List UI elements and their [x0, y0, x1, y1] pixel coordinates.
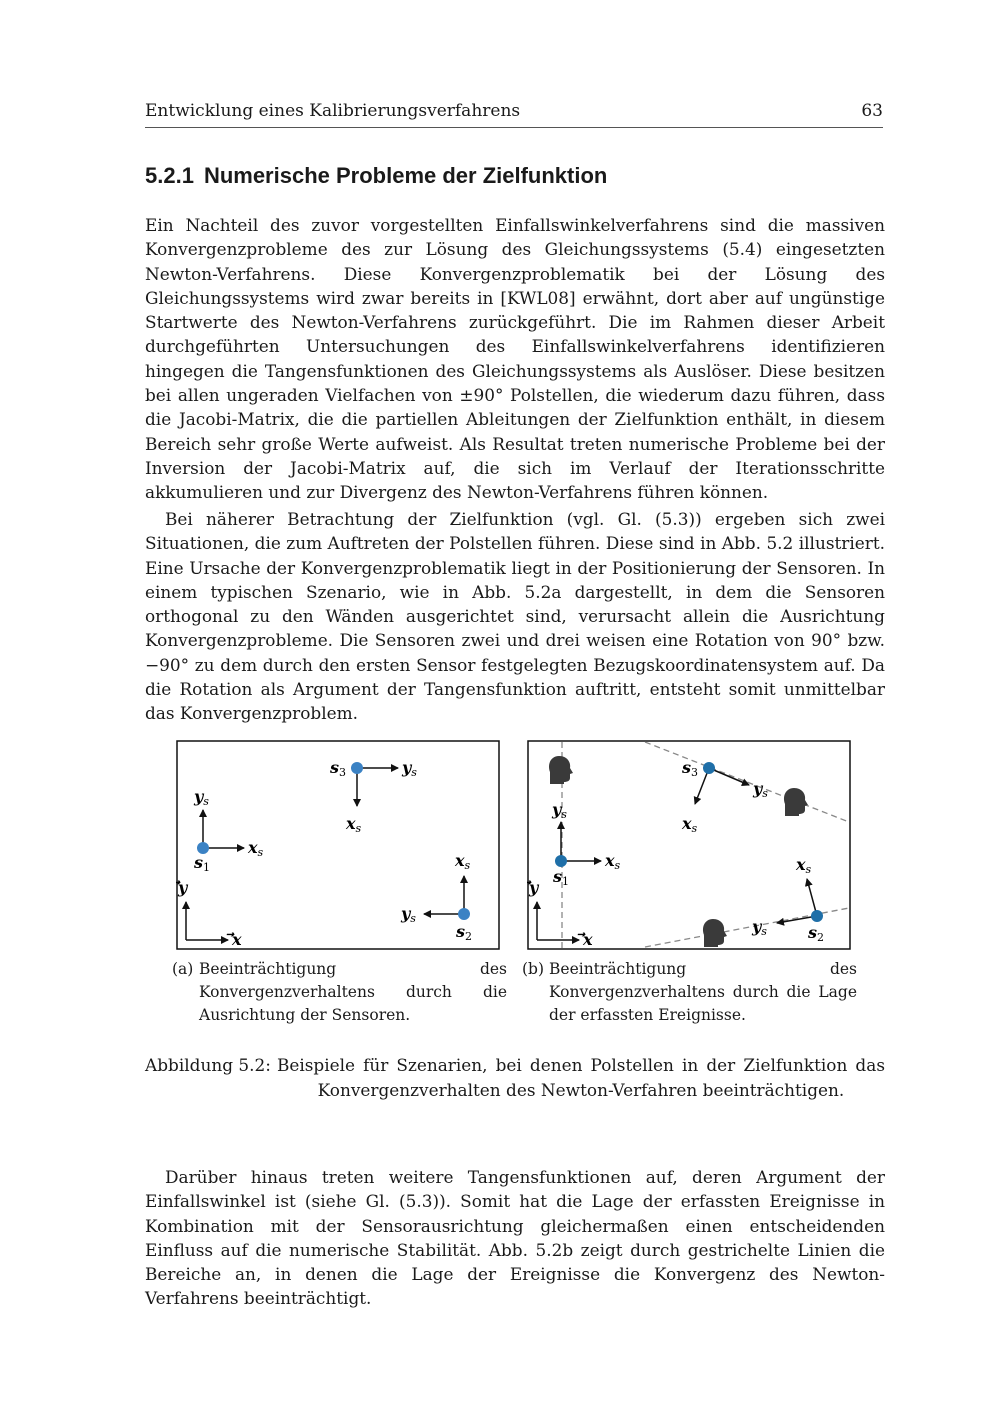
subfigure-label-b: (b) [522, 960, 545, 978]
sensor-1-xs-label: xs [605, 851, 621, 872]
panel-a-diagram [176, 740, 500, 951]
subfigure-caption-b [522, 958, 857, 1027]
subfigure-caption-a [172, 958, 507, 1027]
page-number: 63 [861, 101, 883, 121]
sensor-3-xs-label: xs [682, 814, 698, 835]
figure-caption [145, 1053, 885, 1102]
sensor-2-label: s2 [456, 922, 473, 943]
sensor-3-dot [351, 762, 363, 774]
panel-b-diagram [527, 740, 853, 951]
subfigure-text-b: Beeinträchtigung des Konvergenzverhaltens durch die Lage der erfassten Ereignisse. [549, 960, 857, 1024]
figure-label: Abbildung 5.2: [145, 1055, 271, 1075]
section-number: 5.2.1 [145, 163, 194, 188]
global-y-label: y [529, 878, 539, 897]
figure-panel-a [176, 740, 500, 955]
sensor-2-dot [458, 908, 470, 920]
global-x-label: x [232, 930, 242, 949]
sensor-3-label: s3 [682, 758, 699, 779]
chapter-title: Entwicklung eines Kalibrierungsverfahrens [145, 101, 521, 121]
sensor-1-dot [555, 855, 567, 867]
sensor-2-xs-label: xs [796, 855, 812, 876]
subfigure-label-a: (a) [172, 960, 194, 978]
global-y-label: y [178, 878, 188, 897]
sensor-2-ys-label: ys [401, 904, 416, 925]
sensor-3-ys-label: ys [753, 779, 768, 800]
section-heading [145, 162, 607, 190]
sensor-1-xs-label: xs [248, 838, 264, 859]
figure-caption-text: Beispiele für Szenarien, bei denen Polstellen in der Zielfunktion das Konvergenzverhalten des Newton-Verfahren beeinträchtigen. [276, 1055, 885, 1100]
sensor-2-label: s2 [808, 923, 825, 944]
sensor-1-ys-label: ys [194, 787, 209, 808]
sensor-3-xs-label: xs [346, 814, 362, 835]
global-x-label: x [583, 930, 593, 949]
figure-panel-b [527, 740, 853, 955]
sensor-1-label: s1 [194, 853, 211, 874]
sensor-2-xs-label: xs [455, 851, 471, 872]
sensor-3-ys-label: ys [402, 758, 417, 779]
sensor-1-ys-label: ys [552, 800, 567, 821]
sensor-2-dot [811, 910, 823, 922]
paragraph-3: Darüber hinaus treten weitere Tangensfunktionen auf, deren Argument der Einfallswinkel ist (siehe Gl. (5.3)). Somit hat die Lage der erfassten Ereignisse in Kombination mit der Sensorausrichtung gleichermaßen einen entscheidenden Einfluss auf die numerische Stabilität. Abb. 5.2b zeigt durch gestrichelte Linien die Bereiche an, in denen die Lage der Ereignisse die Konvergenz des Newton-Verfahrens beeinträchtigt. [145, 1167, 885, 1309]
sensor-3-label: s3 [330, 758, 347, 779]
sensor-3-dot [703, 762, 715, 774]
sensor-1-label: s1 [553, 867, 570, 888]
section-title: Numerische Probleme der Zielfunktion [203, 163, 608, 188]
sensor-2-ys-label: ys [752, 917, 767, 938]
paragraph-2: Bei näherer Betrachtung der Zielfunktion (vgl. Gl. (5.3)) ergeben sich zwei Situationen, die zum Auftreten der Polstellen führen. Diese sind in Abb. 5.2 illustriert. Eine Ursache der Konvergenzproblematik liegt in der Positionierung der Sensoren. In einem typischen Szenario, wie in Abb. 5.2a dargestellt, in dem die Sensoren orthogonal zu den Wänden ausgerichtet sind, verursacht allein die Ausrichtung Konvergenzprobleme. Die Sensoren zwei und drei weisen eine Rotation von 90° bzw. −90° zu dem durch den ersten Sensor festgelegten Bezugskoordinatensystem auf. Da die Rotation als Argument der Tangensfunktion auftritt, entsteht somit unmittelbar das Konvergenzproblem. [145, 509, 885, 724]
paragraph-1: Ein Nachteil des zuvor vorgestellten Einfallswinkelverfahrens sind die massiven Konvergenzprobleme des zur Lösung des Gleichungssystems (5.4) eingesetzten Newton-Verfahrens. Diese Konvergenzproblematik bei der Lösung des Gleichungssystems wird zwar bereits in [KWL08] erwähnt, dort aber auf ungünstige Startwerte des Newton-Verfahrens zurückgeführt. Die im Rahmen dieser Arbeit durchgeführten Untersuchungen des Einfallswinkelverfahrens identifizieren hingegen die Tangensfunktionen des Gleichungssystems als Auslöser. Diese besitzen bei allen ungeraden Vielfachen von ±90° Polstellen, die wiederum dazu führen, dass die Jacobi-Matrix, die die partiellen Ableitungen der Zielfunktion enthält, in diesem Bereich sehr große Werte aufweist. Als Resultat treten numerische Probleme bei der Inversion der Jacobi-Matrix auf, die sich im Verlauf der Iterationsschritte akkumulieren und zur Divergenz des Newton-Verfahrens führen können. [145, 215, 885, 503]
subfigure-text-a: Beeinträchtigung des Konvergenzverhaltens durch die Ausrichtung der Sensoren. [199, 960, 507, 1024]
running-header [145, 100, 883, 128]
